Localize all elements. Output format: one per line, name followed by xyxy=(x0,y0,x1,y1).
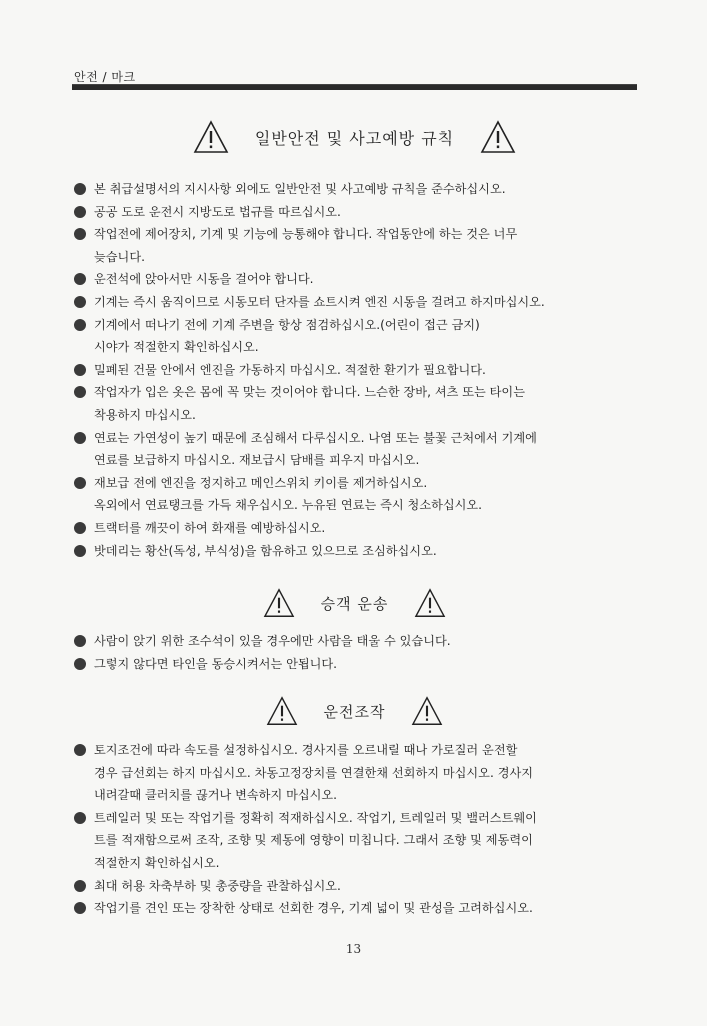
bullet-dot-icon xyxy=(74,522,86,534)
header-label: 안전 / 마크 xyxy=(74,70,136,84)
bullet-dot-icon xyxy=(74,296,86,308)
warning-triangle-icon xyxy=(414,588,446,618)
list-item xyxy=(74,517,639,540)
bullet-dot-icon xyxy=(74,183,86,195)
bullet-dot-icon xyxy=(74,902,86,914)
warning-triangle-icon xyxy=(411,696,443,726)
bullet-dot-icon xyxy=(74,744,86,756)
list-item xyxy=(74,897,639,920)
list-item xyxy=(74,472,639,517)
bullet-dot-icon xyxy=(74,812,86,824)
list-item xyxy=(74,540,639,563)
list-item-text: 연료는 가연성이 높기 때문에 조심해서 다루십시오. 나염 또는 불꽃 근처에서 기계에 연료를 보급하지 마십시오. 재보급시 담배를 피우지 마십시오. xyxy=(94,430,537,468)
list-item-text: 공공 도로 운전시 지방도로 법규를 따르십시오. xyxy=(94,204,341,219)
list-item xyxy=(74,653,639,676)
list-item-text: 최대 허용 차축부하 및 총중량을 관찰하십시오. xyxy=(94,878,341,893)
bullet-dot-icon xyxy=(74,228,86,240)
section-title-text: 운전조작 xyxy=(323,702,386,721)
list-item-text: 사람이 앉기 위한 조수석이 있을 경우에만 사람을 태울 수 있습니다. xyxy=(94,634,451,648)
page-number: 13 xyxy=(345,942,362,956)
bullet-dot-icon xyxy=(74,364,86,376)
list-item xyxy=(74,427,639,472)
bullet-dot-icon xyxy=(74,880,86,892)
list-item xyxy=(74,630,639,653)
list-item xyxy=(74,268,639,291)
list-item-text: 트레일러 및 또는 작업기를 정확히 적재하십시오. 작업기, 트레일러 및 밸러스트웨이 트를 적재함으로써 조작, 조향 및 제동에 영향이 미칩니다. 그래서 조향 및 제동력이 적절한지 확인하십시오. xyxy=(94,810,537,870)
driving-operation-list xyxy=(74,739,639,920)
bullet-dot-icon xyxy=(74,545,86,557)
warning-triangle-icon xyxy=(480,120,516,154)
section-title-text: 승객 운송 xyxy=(320,594,389,613)
bullet-dot-icon xyxy=(74,206,86,218)
list-item xyxy=(74,359,639,382)
list-item-text: 기계는 즉시 움직이므로 시동모터 단자를 쇼트시켜 엔진 시동을 걸려고 하지마십시오. xyxy=(94,294,545,309)
general-safety-list xyxy=(74,178,639,562)
list-item-text: 트랙터를 깨끗이 하여 화재를 예방하십시오. xyxy=(94,520,326,535)
list-item xyxy=(74,381,639,426)
list-item-text: 재보급 전에 엔진을 정지하고 메인스위치 키이를 제거하십시오. 옥외에서 연료탱크를 가득 채우십시오. 누유된 연료는 즉시 청소하십시오. xyxy=(94,475,483,513)
bullet-dot-icon xyxy=(74,386,86,398)
section-title-general-safety xyxy=(72,120,637,154)
list-item-text: 밧데리는 황산(독성, 부식성)을 함유하고 있으므로 조심하십시오. xyxy=(94,543,437,558)
list-item-text: 작업기를 견인 또는 장착한 상태로 선회한 경우, 기계 넓이 및 관성을 고려하십시오. xyxy=(94,901,533,916)
warning-triangle-icon xyxy=(266,696,298,726)
list-item xyxy=(74,223,639,268)
warning-triangle-icon xyxy=(263,588,295,618)
list-item-text: 본 취급설명서의 지시사항 외에도 일반안전 및 사고예방 규칙을 준수하십시오. xyxy=(94,182,506,196)
bullet-dot-icon xyxy=(74,477,86,489)
list-item xyxy=(74,739,639,807)
list-item-text: 작업전에 제어장치, 기계 및 기능에 능통해야 합니다. 작업동안에 하는 것은 너무 늦습니다. xyxy=(94,227,518,264)
bullet-dot-icon xyxy=(74,658,86,670)
section-title-driving-operation xyxy=(72,696,637,726)
list-item-text: 작업자가 입은 옷은 몸에 꼭 맞는 것이어야 합니다. 느슨한 장바, 셔츠 또는 타이는 착용하지 마십시오. xyxy=(94,385,525,422)
list-item-text: 기계에서 떠나기 전에 기계 주변을 항상 점검하십시오.(어린이 접근 금지) 시야가 적절한지 확인하십시오. xyxy=(94,317,480,355)
list-item-text: 토지조건에 따라 속도를 설정하십시오. 경사지를 오르내릴 때나 가로질러 운전할 경우 급선회는 하지 마십시오. 차동고정장치를 연결한채 선회하지 마십시오. 경사지 내려갈때 클러치를 끊거나 변속하지 마십시오. xyxy=(94,743,534,803)
bullet-dot-icon xyxy=(74,432,86,444)
header-rule xyxy=(72,85,637,90)
list-item-text: 운전석에 앉아서만 시동을 걸어야 합니다. xyxy=(94,272,314,287)
list-item xyxy=(74,291,639,314)
bullet-dot-icon xyxy=(74,319,86,331)
bullet-dot-icon xyxy=(74,273,86,285)
list-item xyxy=(74,807,639,875)
section-title-text: 일반안전 및 사고예방 규칙 xyxy=(254,128,455,148)
section-title-passenger-transport xyxy=(72,588,637,618)
list-item xyxy=(74,314,639,359)
passenger-transport-list xyxy=(74,630,639,675)
bullet-dot-icon xyxy=(74,635,86,647)
list-item xyxy=(74,178,639,201)
list-item-text: 밀폐된 건물 안에서 엔진을 가동하지 마십시오. 적절한 환기가 필요합니다. xyxy=(94,362,486,377)
list-item xyxy=(74,201,639,224)
warning-triangle-icon xyxy=(193,120,229,154)
list-item xyxy=(74,875,639,898)
list-item-text: 그렇지 않다면 타인을 동승시켜서는 안됩니다. xyxy=(94,656,338,671)
